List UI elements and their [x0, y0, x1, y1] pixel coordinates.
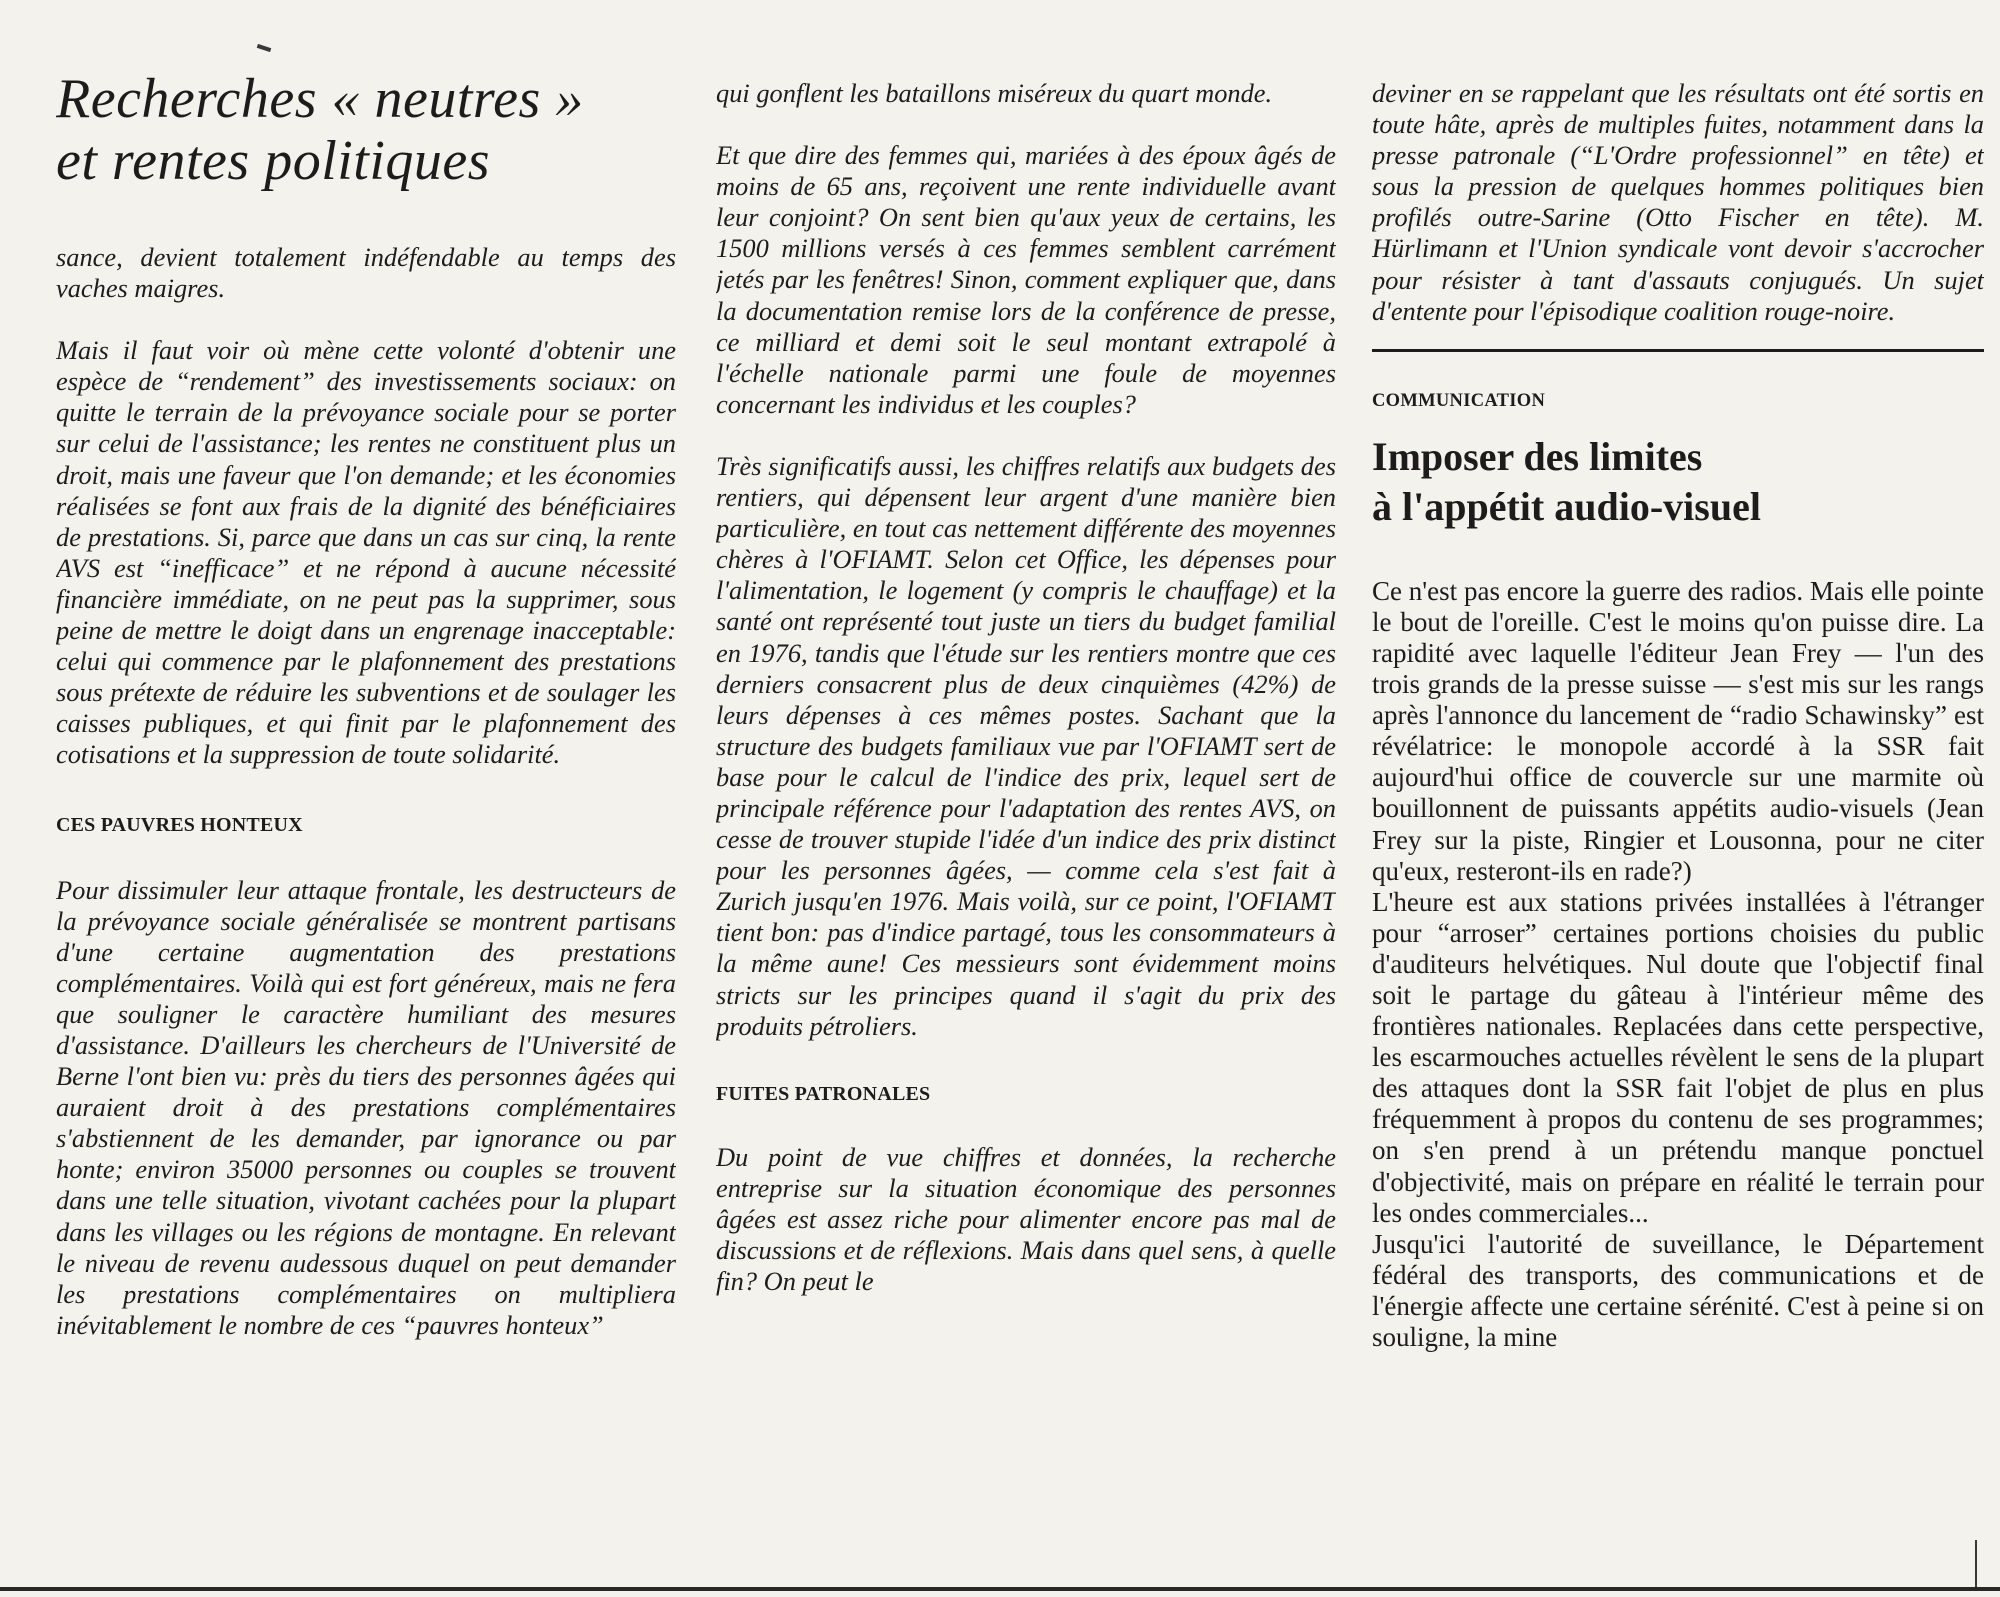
page-bottom-rule [0, 1587, 2000, 1591]
paragraph: sance, devient totalement indéfendable au temps des vaches maigres. [56, 242, 676, 304]
subheading: FUITES PATRONALES [716, 1082, 931, 1105]
paragraph: Jusqu'ici l'autorité de suveillance, le Département fédéral des transports, des communications et de l'énergie affecte une certaine sérénité. C'est à peine si on souligne, la mine [1372, 1228, 1984, 1352]
headline-line-1: Recherches « neutres » [56, 68, 584, 130]
column-left [56, 0, 676, 1597]
column-right [1372, 0, 1984, 1597]
section-label: COMMUNICATION [1372, 390, 1546, 411]
paragraph: Pour dissimuler leur attaque frontale, les destructeurs de la prévoyance sociale généralisée se montrent partisans d'une certaine augmentation des prestations complémentaires. Voilà qui est fort généreux, mais ne fera que souligner le caractère humiliant des mesures d'assistance. D'ailleurs les chercheurs de l'Université de Berne l'ont bien vu: près du tiers des personnes âgées qui auraient droit à des prestations complémentaires s'abstiennent de les demander, par ignorance ou par honte; environ 35000 personnes ou couples se trouvent dans une telle situation, vivotant cachées pour la plupart dans les villages ou les régions de montagne. En relevant le niveau de revenu audessous duquel on peut demander les prestations complémentaires on multipliera inévitablement le nombre de ces “pauvres honteux” [56, 874, 676, 1340]
paragraph: deviner en se rappelant que les résultats ont été sortis en toute hâte, après de multiples fuites, notamment dans la presse patronale (“L'Ordre professionnel” en tête) et sous la pression de quelques hommes politiques bien profilés outre-Sarine (Otto Fischer en tête). M. Hürlimann et l'Union syndicale vont devoir s'accrocher pour résister à tant d'assauts conjugués. Un sujet d'entente pour l'épisodique coalition rouge-noire. [1372, 78, 1984, 326]
column-middle [716, 0, 1336, 1597]
headline-line-2: et rentes politiques [56, 130, 491, 192]
paragraph: qui gonflent les bataillons miséreux du quart monde. [716, 78, 1273, 108]
page-edge-mark [1975, 1540, 1977, 1590]
paragraph: Du point de vue chiffres et données, la recherche entreprise sur la situation économique des personnes âgées est assez riche pour alimenter encore pas mal de discussions et de réflexions. Mais dans quel sens, à quelle fin? On peut le [716, 1141, 1336, 1297]
headline-line-2: à l'appétit audio-visuel [1372, 483, 1761, 529]
headline-line-1: Imposer des limites [1372, 433, 1703, 479]
paragraph: Ce n'est pas encore la guerre des radios. Mais elle pointe le bout de l'oreille. C'est le moins qu'on puisse dire. La rapidité avec laquelle l'éditeur Jean Frey — l'un des trois grands de la presse suisse — s'est mis sur les rangs après l'annonce du lancement de “radio Schawinsky” est révélatrice: le monopole accordé à la SSR fait aujourd'hui office de couvercle sur une marmite où bouillonnent de puissants appétits audio-visuels (Jean Frey sur la piste, Ringier et Lousonna, pour ne citer qu'eux, resteront-ils en rade?) [1372, 575, 1984, 886]
paragraph: Et que dire des femmes qui, mariées à des époux âgés de moins de 65 ans, reçoivent une rente individuelle avant leur conjoint? On sent bien qu'aux yeux de certains, les 1500 millions versés à ces femmes semblent carrément jetés par les fenêtres! Sinon, comment expliquer que, dans la documentation remise lors de la conférence de presse, ce milliard et demi soit le seul montant extrapolé à l'échelle nationale parmi une foule de moyennes concernant les individus et les couples? [716, 140, 1336, 419]
subheading: CES PAUVRES HONTEUX [56, 813, 303, 836]
paragraph: L'heure est aux stations privées installées à l'étranger pour “arroser” certaines portions choisies du public d'auditeurs helvétiques. Nul doute que l'objectif final soit le partage du gâteau à l'intérieur même des frontières nationales. Replacées dans cette perspective, les escarmouches actuelles révèlent le sens de la plupart des attaques dont la SSR fait l'objet de plus en plus fréquemment à propos du contenu de ses programmes; on s'en prend à un prétendu manque ponctuel d'objectivité, mais on prépare en réalité le terrain pour les ondes commerciales... [1372, 886, 1984, 1228]
paragraph: Très significatifs aussi, les chiffres relatifs aux budgets des rentiers, qui dépensent leur argent d'une manière bien particulière, en tout cas nettement différente des moyennes chères à l'OFIAMT. Selon cet Office, les dépenses pour l'alimentation, le logement (y compris le chauffage) et la santé ont représenté tout juste un tiers du budget familial en 1976, tandis que l'étude sur les rentiers montre que ces derniers consacrent plus de deux cinquièmes (42%) de leurs dépenses à ces mêmes postes. Sachant que la structure des budgets familiaux vue par l'OFIAMT sert de base pour le calcul de l'indice des prix, lequel sert de principale référence pour l'adaptation des rentes AVS, on cesse de trouver stupide l'idée d'un indice des prix distinct pour les personnes âgées, — comme cela s'est fait à Zurich jusqu'en 1976. Mais voilà, sur ce point, l'OFIAMT tient bon: pas d'indice partagé, tous les consommateurs à la même aune! Ces messieurs sont évidemment moins stricts sur les principes quand il s'agit du prix des produits pétroliers. [716, 450, 1336, 1041]
section-divider [1372, 349, 1984, 352]
article-headline [1372, 432, 1984, 532]
article-headline [56, 68, 676, 192]
paragraph: Mais il faut voir où mène cette volonté d'obtenir une espèce de “rendement” des investissements sociaux: on quitte le terrain de la prévoyance sociale pour se porter sur celui de l'assistance; les rentes ne constituent plus un droit, mais une faveur que l'on demande; et les économies réalisées se font aux frais de la dignité des bénéficiaires de prestations. Si, parce que dans un cas sur cinq, la rente AVS est “inefficace” et ne répond à aucune nécessité financière immédiate, on ne peut pas la supprimer, sous peine de mettre le doigt dans un engrenage inacceptable: celui qui commence par le plafonnement des prestations sous prétexte de réduire les subventions et de soulager les caisses publiques, et qui finit par le plafonnement des cotisations et la suppression de toute solidarité. [56, 335, 676, 770]
